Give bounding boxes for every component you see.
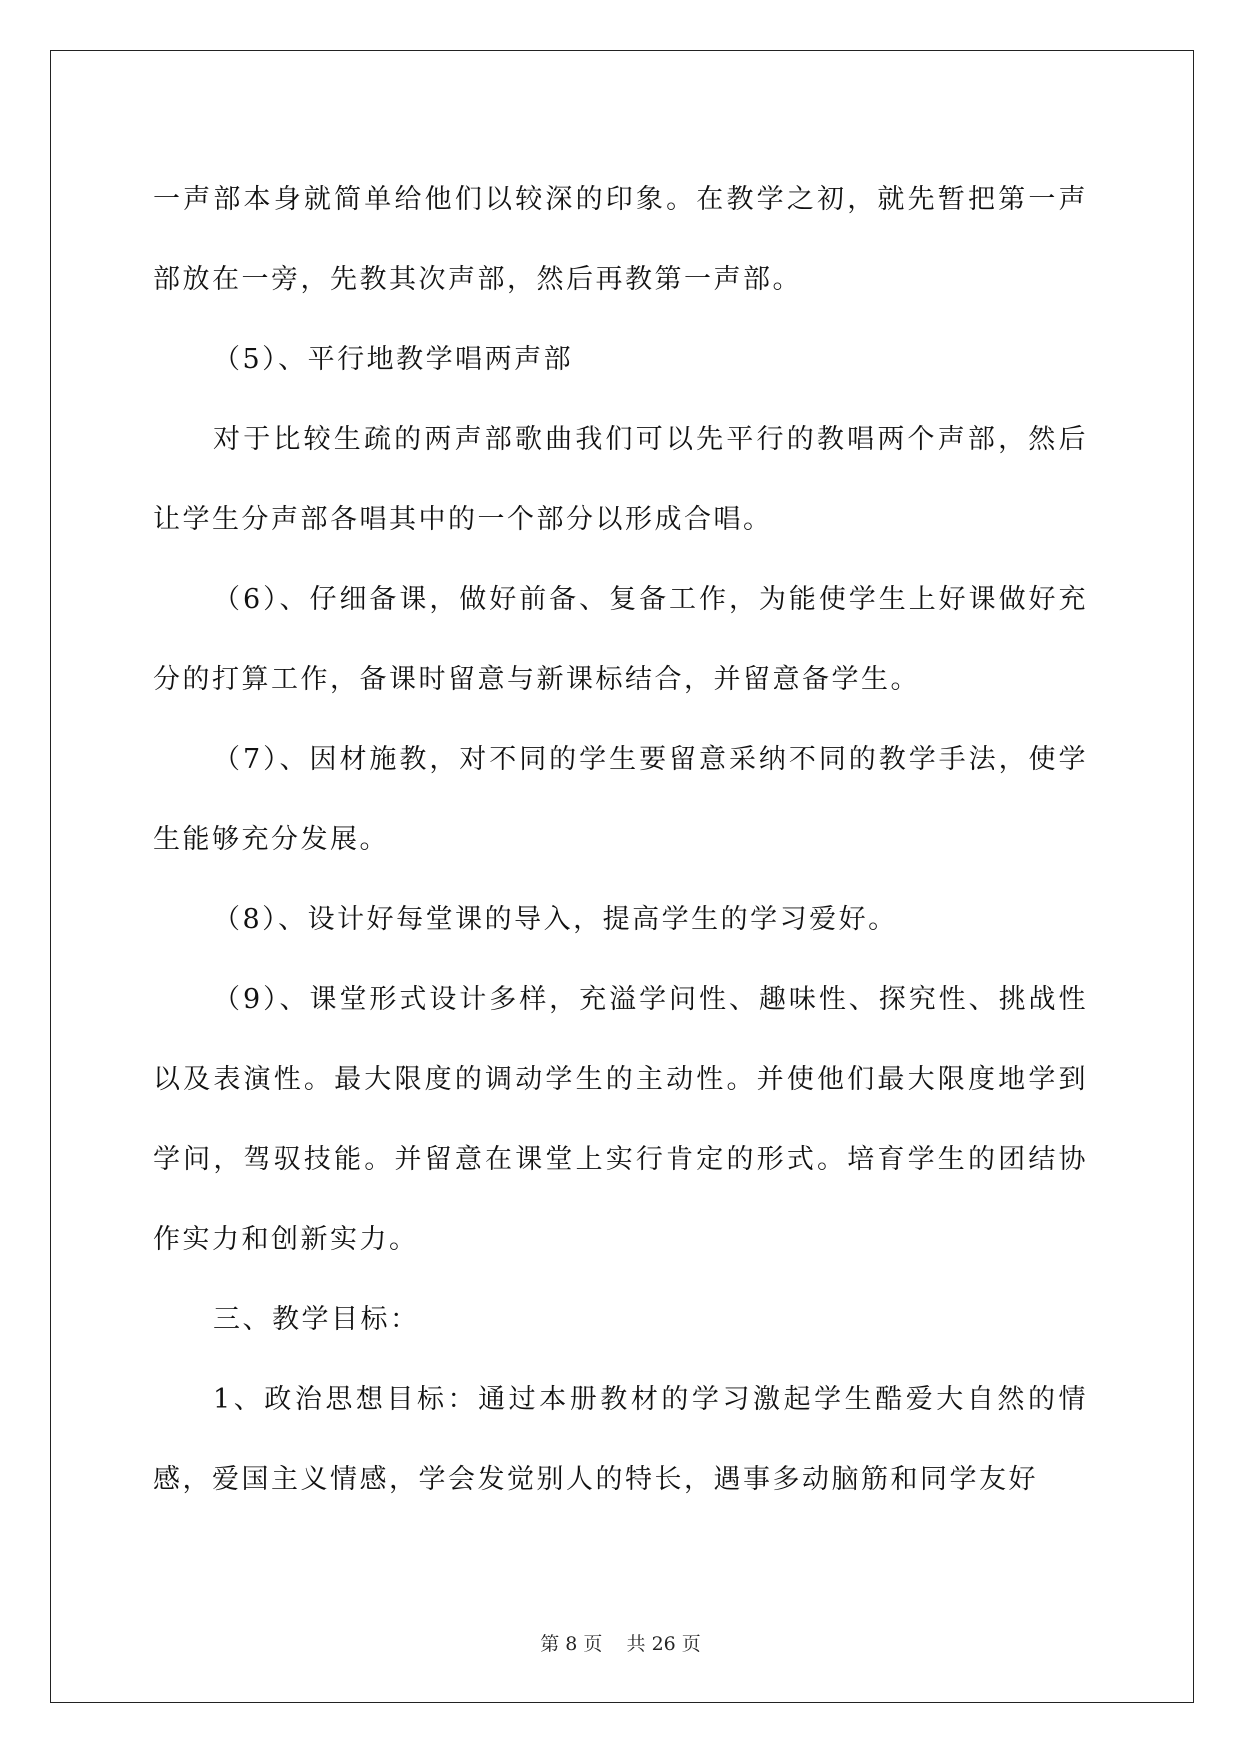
- paragraph-4: （6）、仔细备课，做好前备、复备工作，为能使学生上好课做好充分的打算工作，备课时留意与新课标结合，并留意备学生。: [153, 584, 1088, 695]
- paragraph-3: 对于比较生疏的两声部歌曲我们可以先平行的教唱两个声部，然后让学生分声部各唱其中的一个部分以形成合唱。: [153, 424, 1088, 535]
- paragraph-5: （7）、因材施教，对不同的学生要留意采纳不同的教学手法，使学生能够充分发展。: [153, 744, 1088, 855]
- paragraph-7: （9）、课堂形式设计多样，充溢学问性、趣味性、探究性、挑战性以及表演性。最大限度的调动学生的主动性。并使他们最大限度地学到学问，驾驭技能。并留意在课堂上实行肯定的形式。培育学生的团结协作实力和创新实力。: [153, 984, 1088, 1255]
- paragraph-6: （8）、设计好每堂课的导入，提高学生的学习爱好。: [213, 904, 898, 935]
- page-footer: [0, 1629, 1241, 1656]
- paragraph-2: （5）、平行地教学唱两声部: [213, 344, 574, 375]
- section-heading: 三、教学目标：: [213, 1304, 420, 1335]
- page-total: 共 26 页: [626, 1633, 701, 1655]
- paragraph-8: 1、政治思想目标：通过本册教材的学习激起学生酷爱大自然的情感，爱国主义情感，学会发觉别人的特长，遇事多动脑筋和同学友好: [153, 1384, 1088, 1495]
- document-body: [153, 160, 1088, 1520]
- paragraph-1: 一声部本身就简单给他们以较深的印象。在教学之初，就先暂把第一声部放在一旁，先教其次声部，然后再教第一声部。: [153, 184, 1088, 295]
- page-number: 第 8 页: [540, 1633, 603, 1655]
